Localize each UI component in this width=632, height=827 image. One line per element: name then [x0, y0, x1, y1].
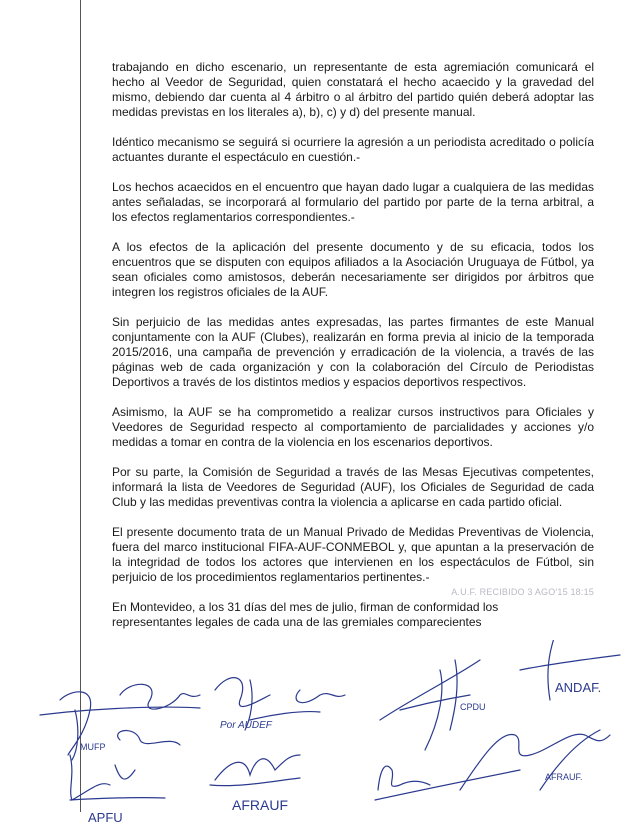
- svg-text:APFU: APFU: [88, 810, 123, 822]
- signature-apfu: [70, 755, 165, 822]
- svg-text:AFRAUF.: AFRAUF.: [545, 772, 583, 782]
- signature-mufp: [40, 684, 200, 760]
- signature-bottom-middle: [375, 766, 520, 800]
- paragraph: Asimismo, la AUF se ha comprometido a realizar cursos instructivos para Oficiales y Veedores de Seguridad respecto al comportamiento de parcialidades y acciones y/o medidas a tomar en contra de la violencia en los escenarios deportivos.: [112, 405, 594, 449]
- signature-andaf: [520, 640, 620, 700]
- svg-text:Por AUDEF: Por AUDEF: [220, 720, 272, 731]
- paragraph: Idéntico mecanismo se seguirá si ocurriere la agresión a un periodista acreditado o policía actuantes durante el espectáculo en cuestión.-: [112, 135, 594, 164]
- paragraph: A los efectos de la aplicación del presente documento y de su eficacia, todos los encuentros que se disputen con equipos afiliados a la Asociación Uruguaya de Fútbol, ya sean oficiales como amistosos, deberán necesariamente ser dirigidos por árbitros que integren los registros oficiales de la AUF.: [112, 240, 594, 299]
- signature-cpdu: [380, 660, 486, 750]
- closing-paragraph: En Montevideo, a los 31 días del mes de julio, firman de conformidad los representantes legales de cada una de las gremiales comparecientes: [112, 600, 499, 629]
- paragraph: El presente documento trata de un Manual Privado de Medidas Preventivas de Violencia, fuera del marco institucional FIFA-AUF-CONMEBOL y, que apuntan a la preservación de la integridad de todos los actores que intervienen en los espectáculos de Fútbol, sin perjuicio de los procedimientos reglamentarios pertinentes.-: [112, 525, 594, 584]
- signature-afrauf: [210, 755, 300, 813]
- svg-text:ANDAF.: ANDAF.: [555, 680, 602, 695]
- svg-text:AFRAUF: AFRAUF: [232, 797, 288, 813]
- document-body: [112, 60, 594, 630]
- svg-text:MUFP: MUFP: [80, 742, 106, 752]
- signature-audef: [215, 678, 345, 731]
- paragraph: trabajando en dicho escenario, un representante de esta agremiación comunicará el hecho al Veedor de Seguridad, quien constatará el hecho acaecido y la gravedad del mismo, debiendo dar cuenta al 4 árbitro o al árbitro del partido quién deberá adoptar las medidas previstas en los literales a), b), c) y d) del presente manual.: [112, 60, 594, 119]
- signature-afrauf-2: [460, 730, 610, 790]
- paragraph: Sin perjuicio de las medidas antes expresadas, las partes firmantes de este Manual conjuntamente con la AUF (Clubes), realizarán en forma previa al inicio de la temporada 2015/2016, una campaña de prevención y erradicación de la violencia, a través de las páginas web de cada organización y con la colaboración del Círculo de Periodistas Deportivos a través de los distintos medios y espacios deportivos respectivos.: [112, 315, 594, 389]
- paragraph: Los hechos acaecidos en el encuentro que hayan dado lugar a cualquiera de las medidas antes señaladas, se incorporará al formulario del partido por parte de la terna arbitral, a los efectos reglamentarios correspondientes.-: [112, 180, 594, 224]
- received-stamp: A.U.F. RECIBIDO 3 AGO'15 18:15: [451, 587, 594, 597]
- signatures: [0, 640, 632, 822]
- svg-text:CPDU: CPDU: [460, 702, 486, 712]
- paragraph: Por su parte, la Comisión de Seguridad a través de las Mesas Ejecutivas competentes, informará la lista de Veedores de Seguridad (AUF), los Oficiales de Seguridad de cada Club y las medidas preventivas contra la violencia a aplicarse en cada partido oficial.: [112, 465, 594, 509]
